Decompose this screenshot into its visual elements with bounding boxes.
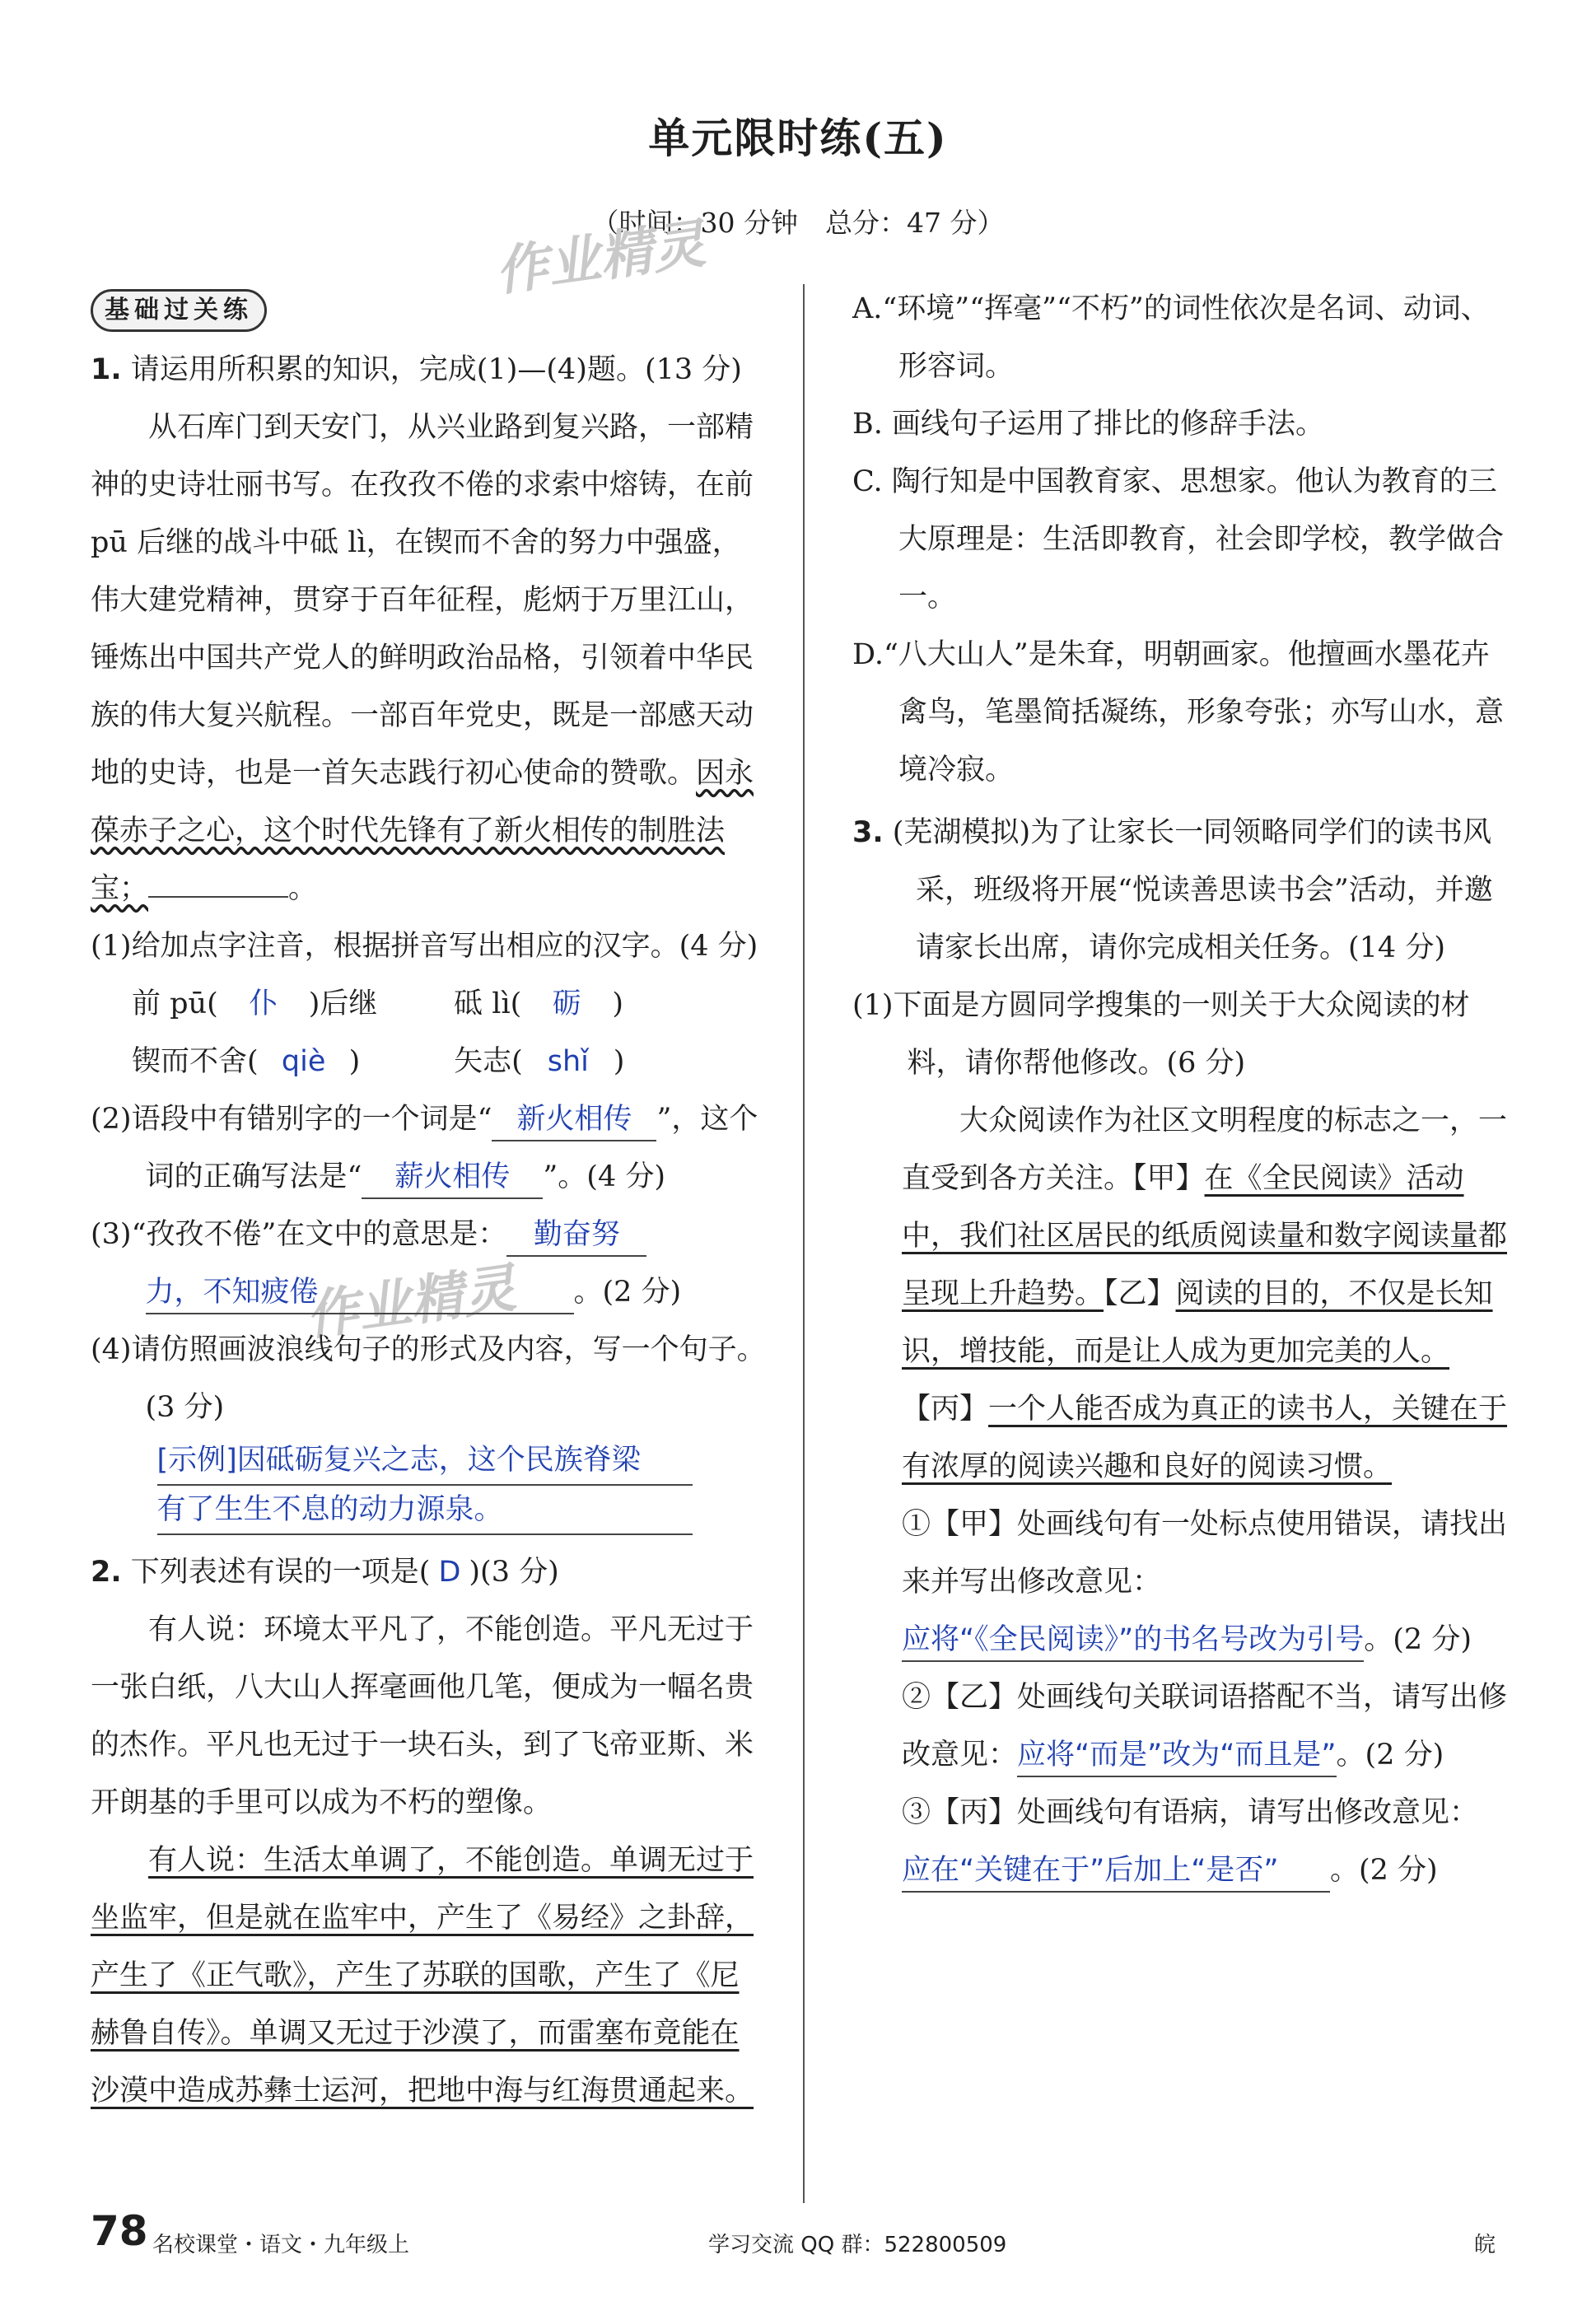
pinyin-tail: )后继 [308, 987, 378, 1020]
underlined-bing: 一个人能否成为真正的读书人，关键在于有浓厚的阅读兴趣和良好的阅读习惯。 [902, 1393, 1508, 1483]
answer-text: 有了生生不息的动力源泉。 [157, 1486, 693, 1535]
tag-jia: 【甲】 [1132, 1162, 1205, 1195]
question-number: 2. [91, 1556, 122, 1589]
pinyin-tail: ) [613, 1045, 625, 1078]
q1-sub4: (4)请仿照画波浪线句子的形式及内容，写一个句子。(3 分) [91, 1333, 766, 1424]
question-text: ①【甲】处画线句有一处标点使用错误，请找出来并写出修改意见： [902, 1508, 1508, 1599]
underlined-jia: 在《全民阅读》活动中，我们社区居民的纸质阅读量和数字阅读量都呈现上升趋势。 [902, 1162, 1508, 1310]
answer-text: 勤奋努 [506, 1214, 646, 1257]
answer-text: 仆 [249, 987, 278, 1020]
question-text: 。(2 分) [1364, 1623, 1472, 1656]
qq-group: 学习交流 QQ 群：522800509 [708, 2233, 1007, 2257]
question-text: (芜湖模拟)为了让家长一同领略同学们的读书风采，班级将开展“悦读善思读书会”活动，并邀请家长出席，请你完成相关任务。(14 分) [892, 816, 1493, 964]
question-number: 1. [91, 353, 122, 386]
question-text: ③【丙】处画线句有语病，请写出修改意见： [902, 1796, 1479, 1829]
passage-text: 从石库门到天安门，从兴业路到复兴路，一部精神的史诗壮丽书写。在孜孜不倦的求索中熔铸，在前 pū 后继的战斗中砥 lì，在锲而不舍的努力中强盛，伟大建党精神，贯穿于百年征程，彪炳于万里江山，锤炼出中国共产党人的鲜明政治品格，引领着中华民族的伟大复兴航程。一部百年党史，既是一部感天动地的史诗，也是一首矢志践行初心使命的赞歌。 [91, 411, 754, 790]
pinyin-tail: ) [348, 1045, 361, 1078]
q2-passage-2 [91, 1832, 766, 2120]
question-1-stem [91, 341, 766, 399]
question-text: (3)“孜孜不倦”在文中的意思是： [91, 1218, 507, 1251]
underlined-yi: 阅读的目的，不仅是长知识，增技能，而是让人成为更加完美的人。 [902, 1277, 1493, 1368]
answer-text: qiè [281, 1045, 326, 1078]
passage-end: 。 [288, 872, 318, 905]
answer-text: 应将“而是”改为“而且是” [1017, 1734, 1337, 1777]
q2-option-b: B. 画线句子运用了排比的修辞手法。 [852, 408, 1324, 441]
right-column-content [852, 280, 1511, 1899]
question-text: (2)语段中有错别字的一个词是“ [91, 1103, 492, 1136]
q1-sub2 [91, 1090, 766, 1206]
section-badge: 基础过关练 [91, 289, 267, 332]
q1-sub3 [91, 1206, 766, 1321]
answer-text: [示例]因砥砺复兴之志，这个民族脊梁 [157, 1436, 693, 1486]
column-divider [803, 284, 805, 2203]
pinyin-label: 前 pū( [132, 987, 218, 1020]
answer-text: 应将“《全民阅读》”的书名号改为引号 [902, 1619, 1364, 1662]
time-info: （时间：30 分钟 总分：47 分） [591, 207, 1005, 239]
region-mark: 皖 [1474, 2233, 1496, 2257]
page-title: 单元限时练(五) [648, 114, 948, 162]
answer-text: 砺 [552, 987, 581, 1020]
material-text [902, 1092, 1511, 1496]
page-number: 78 [91, 2207, 148, 2255]
answer-text: 力，不知疲倦 [146, 1272, 574, 1314]
q3-c3 [902, 1784, 1511, 1899]
passage-blank [148, 896, 288, 898]
answer-text: 新火相传 [492, 1099, 656, 1141]
q3-material [852, 1092, 1511, 1496]
watermark-2: 作业精灵 [301, 1258, 520, 1348]
q1-sub1-answers [91, 975, 766, 1090]
tag-yi: 【乙】 [1104, 1277, 1176, 1310]
question-2-stem [91, 1543, 766, 1601]
pinyin-tail: ) [612, 987, 623, 1020]
q3-c1 [902, 1496, 1511, 1669]
question-text: ”，这个词的正确写法是“ [145, 1103, 758, 1193]
pinyin-label: 锲而不舍( [132, 1045, 259, 1078]
material-sentence: 大众阅读作为社区文明程度的标志之一，一直受到各方关注。 [902, 1104, 1508, 1195]
q3-sub-questions [852, 1496, 1511, 1899]
q2-passage-1: 有人说：环境太平凡了，不能创造。平凡无过于一张白纸，八大山人挥毫画他几笔，便成为一幅名贵的杰作。平凡也无过于一块石头，到了飞帝亚斯、米开朗基的手里可以成为不朽的塑像。 [91, 1613, 754, 1819]
question-text: 下列表述有误的一项是( [130, 1556, 431, 1589]
question-text: 请运用所积累的知识，完成(1)—(4)题。(13 分) [130, 353, 742, 386]
question-text: 。(2 分) [573, 1276, 682, 1309]
q1-sub1: (1)给加点字注音，根据拼音写出相应的汉字。(4 分) [91, 930, 758, 963]
q2-option-d: D.“八大山人”是朱耷，明朝画家。他擅画水墨花卉禽鸟，笔墨简括凝练，形象夸张；亦写山水，意境冷寂。 [852, 638, 1505, 787]
pinyin-label: 砥 lì( [454, 987, 522, 1020]
q3-sub1: (1)下面是方圆同学搜集的一则关于大众阅读的材料，请你帮他修改。(6 分) [852, 989, 1470, 1080]
pinyin-label: 矢志( [454, 1045, 523, 1078]
answer-text: D [438, 1556, 461, 1589]
tag-bing: 【丙】 [902, 1393, 989, 1426]
q1-passage [91, 399, 766, 917]
q2-option-c: C. 陶行知是中国教育家、思想家。他认为教育的三大原理是：生活即教育，社会即学校，教学做合一。 [852, 465, 1505, 614]
q2-option-a: A.“环境”“挥毫”“不朽”的词性依次是名词、动词、形容词。 [852, 292, 1490, 383]
answer-text: shǐ [547, 1045, 589, 1078]
question-number: 3. [852, 816, 884, 849]
answer-text: 薪火相传 [362, 1156, 543, 1199]
watermark: 作业精灵 [491, 213, 709, 304]
wavy-sentence: 因永葆赤子之心，这个时代先锋有了新火相传的制胜法宝； [91, 757, 754, 905]
left-column [91, 280, 766, 2120]
answer-text: 应在“关键在于”后加上“是否” [902, 1850, 1330, 1893]
question-text: ”。(4 分) [543, 1160, 666, 1193]
underlined-text: 有人说：生活太单调了，不能创造。单调无过于坐监牢，但是就在监牢中，产生了《易经》之卦辞，产生了《正气歌》，产生了苏联的国歌，产生了《尼赫鲁自传》。单调又无过于沙漠了，而雷塞布竟能在沙漠中造成苏彝士运河，把地中海与红海贯通起来。 [91, 1844, 754, 2108]
question-text: 。(2 分) [1336, 1739, 1444, 1772]
question-3-stem [852, 804, 1511, 977]
book-title: 名校课堂・语文・九年级上 [152, 2233, 410, 2257]
question-text: ②【乙】处画线句关联词语搭配不当，请写出修改意见： [902, 1681, 1508, 1772]
q3-c2 [902, 1669, 1511, 1784]
question-text: )(3 分) [469, 1556, 559, 1589]
question-text: 。(2 分) [1330, 1854, 1438, 1887]
